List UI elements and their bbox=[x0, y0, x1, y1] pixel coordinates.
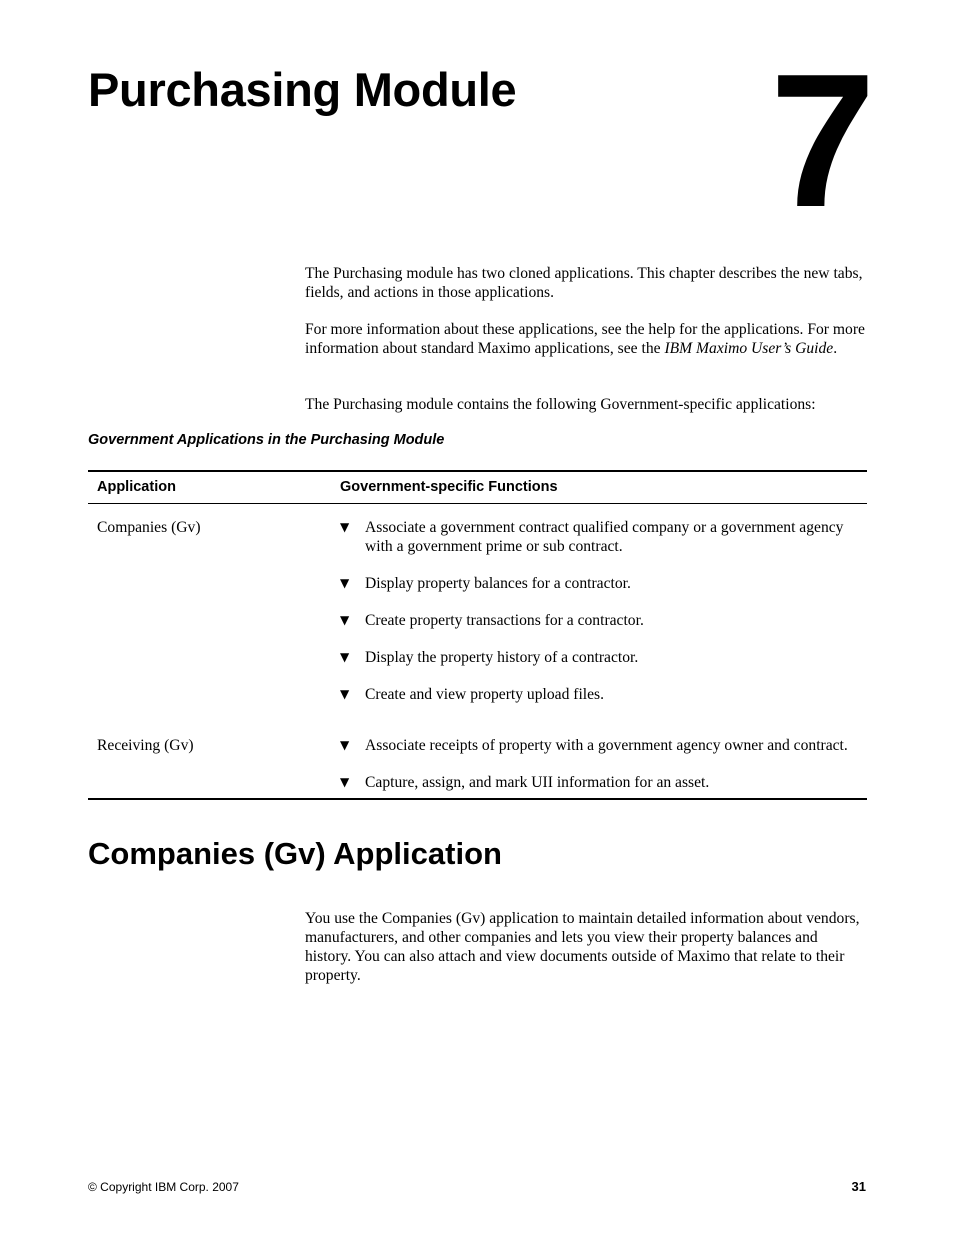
table-header-row bbox=[88, 472, 867, 504]
intro-paragraph-2 bbox=[305, 320, 867, 358]
function-text: Associate a government contract qualified company or a government agency with a government prime or sub contract. bbox=[365, 519, 844, 555]
application-name: Receiving (Gv) bbox=[97, 737, 194, 754]
intro-paragraph-2-text: For more information about these applications, see the help for the applications. For more information about standard Maximo applications, see the bbox=[305, 321, 865, 357]
application-name: Companies (Gv) bbox=[97, 519, 201, 536]
header-application: Application bbox=[97, 479, 176, 495]
page-number: 31 bbox=[851, 1179, 866, 1194]
table-row bbox=[88, 504, 867, 726]
section-paragraph: You use the Companies (Gv) application to maintain detailed information about vendors, manufacturers, and other companies and lets you view their property balances and history. You can also attach and view documents outside of Maximo that relate to their property. bbox=[305, 910, 860, 984]
function-list bbox=[340, 736, 860, 792]
function-text: Create property transactions for a contractor. bbox=[365, 612, 644, 629]
down-triangle-bullet-icon: ▼ bbox=[340, 687, 350, 701]
list-item bbox=[340, 611, 860, 630]
applications-table bbox=[88, 470, 867, 800]
function-text: Display the property history of a contractor. bbox=[365, 649, 639, 666]
list-item bbox=[340, 648, 860, 667]
function-text: Associate receipts of property with a government agency owner and contract. bbox=[365, 737, 848, 754]
section-title: Companies (Gv) Application bbox=[88, 836, 502, 871]
down-triangle-bullet-icon: ▼ bbox=[340, 613, 350, 627]
footer-copyright: © Copyright IBM Corp. 2007 bbox=[88, 1180, 239, 1194]
intro-paragraph-1: The Purchasing module has two cloned applications. This chapter describes the new tabs, fields, and actions in those applications. bbox=[305, 265, 863, 301]
down-triangle-bullet-icon: ▼ bbox=[340, 775, 350, 789]
function-text: Capture, assign, and mark UII information for an asset. bbox=[365, 774, 710, 791]
down-triangle-bullet-icon: ▼ bbox=[340, 738, 350, 752]
chapter-title: Purchasing Module bbox=[88, 63, 517, 116]
down-triangle-bullet-icon: ▼ bbox=[340, 520, 350, 534]
chapter-number: 7 bbox=[770, 35, 874, 247]
function-list bbox=[340, 518, 860, 704]
down-triangle-bullet-icon: ▼ bbox=[340, 650, 350, 664]
list-item bbox=[340, 773, 860, 792]
function-text: Create and view property upload files. bbox=[365, 686, 605, 703]
user-guide-reference: IBM Maximo User’s Guide bbox=[664, 340, 834, 357]
down-triangle-bullet-icon: ▼ bbox=[340, 576, 350, 590]
list-item bbox=[340, 518, 860, 556]
intro-paragraph-3: The Purchasing module contains the following Government-specific applications: bbox=[305, 396, 816, 413]
intro-paragraph-2-end: . bbox=[833, 340, 838, 357]
list-item bbox=[340, 736, 860, 755]
table-caption: Government Applications in the Purchasing Module bbox=[88, 432, 445, 448]
table-row bbox=[88, 726, 867, 792]
list-item bbox=[340, 574, 860, 593]
function-text: Display property balances for a contractor. bbox=[365, 575, 631, 592]
list-item bbox=[340, 685, 860, 704]
header-functions: Government-specific Functions bbox=[340, 479, 558, 495]
